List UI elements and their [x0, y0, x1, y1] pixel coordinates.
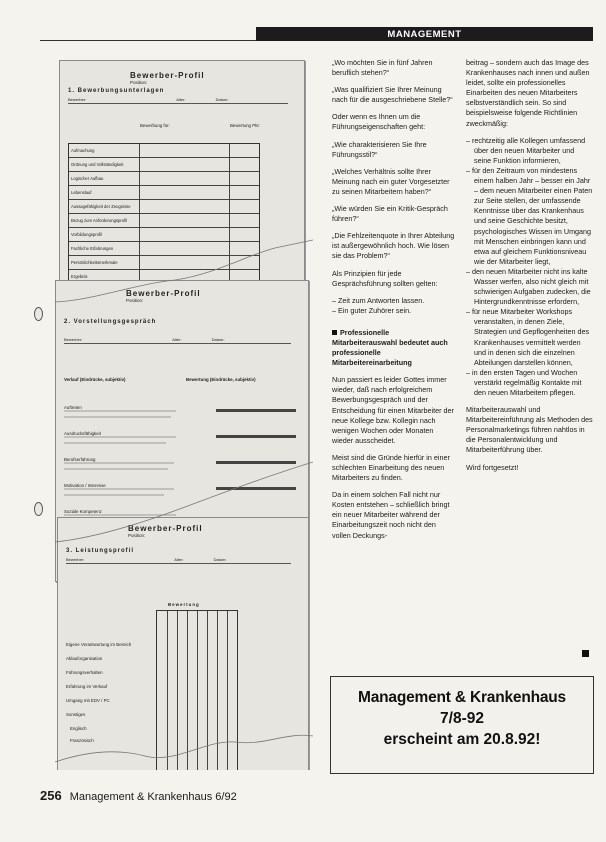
form-subtitle: Position: [126, 298, 144, 303]
paragraph: Da in einem solchen Fall nicht nur Kosten entstehen – schließlich bringt ein neuer Mitarbeiter während der Einarbeitungszeit noch nicht den vollen Deckungs- [332, 490, 450, 540]
field-label: Datum: [215, 97, 229, 102]
form-subtitle: Position: [130, 80, 148, 85]
performance-item: Führungsverhalten [66, 670, 103, 675]
form-title: Bewerber-Profil [130, 71, 205, 80]
column-header: Bewertung Pkt: [230, 123, 260, 128]
grid-row: Ordnung und Vollständigkeit [69, 158, 259, 172]
performance-item: Französisch [70, 738, 94, 743]
column-header: Verlauf (Eindrücke, subjektiv) [64, 377, 126, 382]
notice-date: erscheint am 20.8.92! [383, 731, 541, 748]
field-label: Datum: [211, 337, 225, 342]
field-label: Bewerber: [66, 557, 85, 562]
list-item: – den neuen Mitarbeiter nicht ins kalte Wasser werfen, also nicht gleich mit schwierigen Aufgaben zudecken, die Hintergrundkenntnisse erfordern, [466, 266, 591, 307]
paragraph: „Was qualifiziert Sie Ihrer Meinung nach für die ausgeschriebene Stelle?“ [332, 85, 453, 105]
form-title: Bewerber-Profil [128, 524, 203, 533]
torn-edges [55, 52, 313, 770]
performance-item: Eigene Verantwortung im Bereich [66, 642, 132, 647]
form-heading: 1. Bewerbungsunterlagen [68, 88, 165, 94]
performance-item: Englisch [70, 726, 87, 731]
field-label: Bewerber: [68, 97, 87, 102]
paragraph: Mitarbeiterauswahl und Mitarbeitereinführung als Methoden des Personalmarketings führen nahtlos in die Personalentwicklung und Mitarbeiterführung über. [466, 405, 593, 455]
article-column-middle [332, 58, 456, 548]
performance-item: Umgang mit EDV / PC [66, 698, 110, 703]
field-label: Alter: [172, 337, 182, 342]
paragraph: – Zeit zum Antworten lassen. – Ein guter Zuhörer sein. [332, 295, 425, 315]
field-label: Alter: [174, 557, 184, 562]
column-header: Bewerbung für: [140, 123, 170, 128]
interview-item: Berufserfahrung [64, 457, 96, 462]
paragraph: beitrag – sondern auch das Image des Krankenhauses nach innen und außen leidet, sollte ein professionelles Einarbeiten des neuen Mitarbeiters selbstverständlich sein. So sind beispielsweise folgende Richtlinien zweckmäßig: [466, 58, 590, 128]
interview-item: Motivation / Interesse [64, 483, 106, 488]
performance-item: Sonstiges [66, 712, 86, 717]
form-heading: 3. Leistungsprofil [66, 548, 135, 554]
binder-hole-bottom [34, 502, 43, 516]
list-item: – für den Zeitraum von mindestens einem halben Jahr – besser ein Jahr – dem neuen Mitarbeiter einen Paten zur Seite stellen, der umfassende Kenntnisse über das Krankenhaus und seine Geschichte besitzt, psychologisches Wissen im Umgang mit Menschen einbringen kann und etwa auf gleichem Funktionsniveau wie der Mitarbeiter liegt, [466, 165, 593, 266]
interview-item: Auftreten [64, 405, 82, 410]
column-header: Bewertung (Eindrücke, subjektiv) [186, 377, 256, 382]
grid-row: Persönlichkeitsmerkmale [69, 256, 259, 270]
article-column-right [466, 58, 593, 480]
publication-name: Management & Krankenhaus 6/92 [69, 791, 237, 803]
grid-row: Lebenslauf [69, 186, 259, 200]
issue-notice-box [330, 676, 594, 774]
field-label: Bewerber: [64, 337, 83, 342]
interview-item: Ausdrucksfähigkeit [64, 431, 101, 436]
paragraph: „Welches Verhältnis sollte Ihrer Meinung nach ein guter Vorgesetzter zu seinen Mitarbeitern haben?“ [332, 166, 450, 196]
notice-title: Management & Krankenhaus [358, 689, 566, 706]
paragraph: „Wo möchten Sie in fünf Jahren beruflich stehen?“ [332, 58, 433, 78]
scale-label: Bewertung [168, 602, 200, 607]
grid-row: Aufmachung [69, 144, 259, 158]
binder-hole-top [34, 307, 43, 321]
paragraph: Meist sind die Gründe hierfür in einer schlechten Einarbeitung des neuen Mitarbeiters zu finden. [332, 452, 450, 483]
field-label: Datum: [213, 557, 227, 562]
section-header: MANAGEMENT [256, 27, 593, 41]
grid-row: Ergebnis [71, 274, 88, 279]
bewerber-profil-forms [55, 52, 313, 770]
guideline-list [466, 136, 593, 398]
grid-row: Fachliche Erfahrungen [69, 242, 259, 256]
interview-item: Soziale Kompetenz [64, 509, 102, 514]
performance-item: Ablauforganisation [66, 656, 103, 661]
paragraph: „Die Fehlzeitenquote in Ihrer Abteilung ist außergewöhnlich hoch. Wie lösen sie das Problem?“ [332, 231, 455, 261]
list-item: – rechtzeitig alle Kollegen umfassend über den neuen Mitarbeiter und seine Funktion informieren, [466, 135, 586, 165]
grid-row: Vorbildungsprofil [69, 228, 259, 242]
subheading-text: Professionelle Mitarbeiterauswahl bedeutet auch professionelle Mitarbeitereinarbeitung [332, 327, 448, 368]
field-label: Alter: [176, 97, 186, 102]
page-footer [40, 788, 237, 803]
page-number: 256 [40, 788, 62, 803]
grid-row: Aussagefähigkeit der Zeugnisse [69, 200, 259, 214]
notice-issue: 7/8-92 [440, 710, 484, 727]
performance-item: Erfahrung im Verkauf [66, 684, 108, 689]
list-item: – in den ersten Tagen und Wochen verstärkt regelmäßig Kontakte mit den neuen Mitarbeitern pflegen. [466, 367, 582, 397]
paragraph: „Wie würden Sie ein Kritik-Gespräch führen?“ [332, 204, 448, 224]
grid-row: Bezug zum Anforderungsprofil [69, 214, 259, 228]
paragraph: Als Prinzipien für jede Gesprächsführung sollten gelten: [332, 268, 438, 288]
paragraph: „Wie charakterisieren Sie Ihre Führungsstil?“ [332, 139, 427, 159]
form-title: Bewerber-Profil [126, 289, 201, 298]
subheading [332, 328, 456, 368]
list-item: – für neue Mitarbeiter Workshops veranstalten, in denen Ziele, Strategien und Gepflogenheiten des Krankenhauses vermittelt werden und in denen sich die einzelnen Abteilungen darstellen können, [466, 307, 590, 367]
grid-row: Logischer Aufbau [69, 172, 259, 186]
bullet-icon [332, 330, 337, 335]
form-subtitle: Position: [128, 533, 146, 538]
form-heading: 2. Vorstellungsgespräch [64, 319, 157, 325]
paragraph: Nun passiert es leider Gottes immer wieder, daß nach erfolgreichem Bewerbungsgespräch und der Entscheidung für einen Mitarbeiter der neue Kollege bzw. Kollegin nach wenigen Wochen oder Monaten wieder ausscheidet. [332, 375, 454, 445]
end-of-article-icon [582, 650, 589, 657]
continued-note: Wird fortgesetzt! [466, 462, 519, 472]
paragraph: Oder wenn es Ihnen um die Führungseigenschaften geht: [332, 112, 426, 132]
